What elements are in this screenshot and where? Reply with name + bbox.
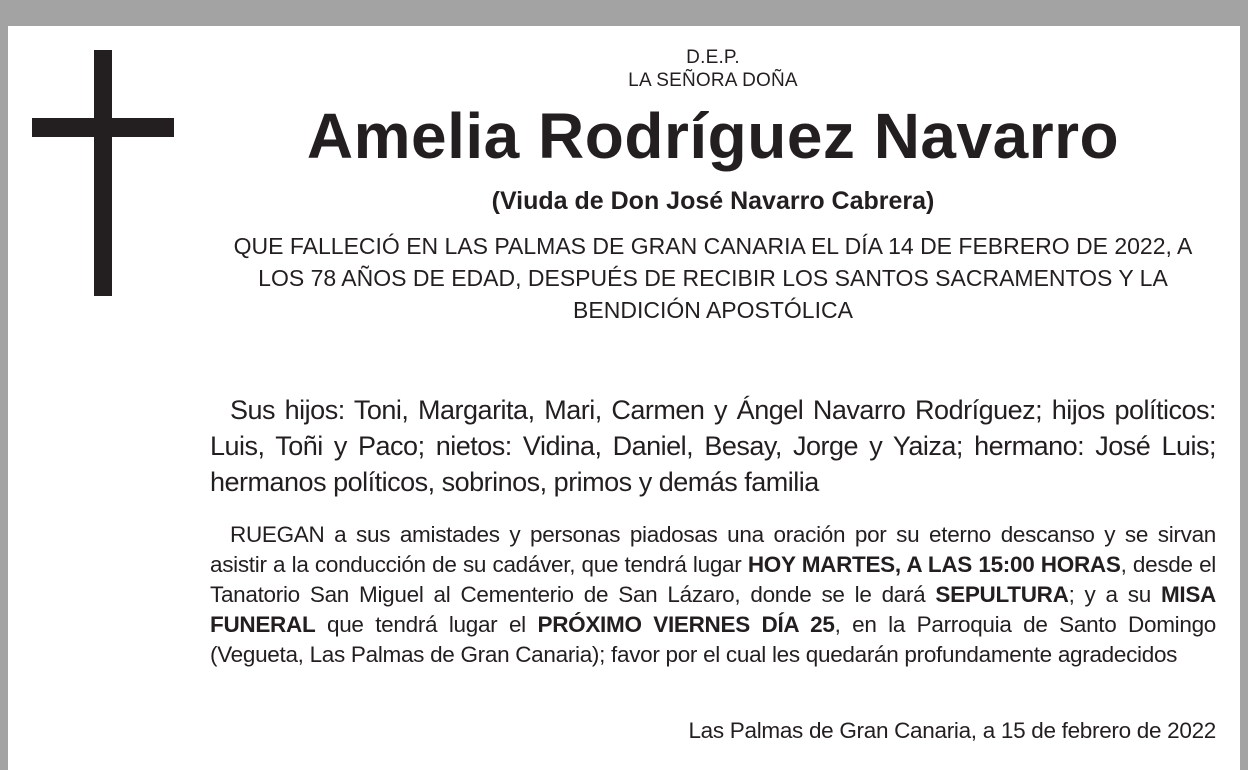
request-burial: SEPULTURA bbox=[935, 582, 1069, 607]
request-time: HOY MARTES, A LAS 15:00 HORAS bbox=[747, 552, 1121, 577]
request-text-3: ; y a su bbox=[1068, 582, 1161, 607]
dep-label: D.E.P. bbox=[686, 47, 740, 68]
request-mass-date: PRÓXIMO VIERNES DÍA 25 bbox=[537, 612, 835, 637]
cross-vertical-bar bbox=[94, 50, 112, 296]
request-mass: MISA FUNERAL bbox=[210, 582, 1216, 637]
funeral-request bbox=[210, 520, 1216, 670]
request-text-5: , en la Parroquia de Santo Domingo (Vegueta, Las Palmas de Gran Canaria); favor por el cual les quedarán profundamente agradecidos bbox=[210, 612, 1217, 667]
request-text-1: RUEGAN a sus amistades y personas piadosas una oración por su eterno descanso y se sirvan asistir a la conducción de su cadáver, que tendrá lugar bbox=[210, 522, 1216, 577]
family-list: Sus hijos: Toni, Margarita, Mari, Carmen y Ángel Navarro Rodríguez; hijos políticos: Luis, Toñi y Paco; nietos: Vidina, Daniel, Besay, Jorge y Yaiza; hermano: José Luis; hermanos políticos, sobrinos, primos y demás familia bbox=[210, 395, 1216, 497]
header-block bbox=[210, 46, 1216, 326]
widow-note: (Viuda de Don José Navarro Cabrera) bbox=[491, 187, 935, 215]
request-text-2: , desde el Tanatorio San Miguel al Cementerio de San Lázaro, donde se le dará bbox=[210, 552, 1216, 607]
cross-horizontal-bar bbox=[32, 118, 174, 137]
obituary-notice bbox=[8, 26, 1240, 770]
dateline: Las Palmas de Gran Canaria, a 15 de febrero de 2022 bbox=[688, 718, 1216, 743]
request-text-4: que tendrá lugar el bbox=[315, 612, 538, 637]
honorific-label: LA SEÑORA DOÑA bbox=[628, 70, 798, 91]
death-notice: QUE FALLECIÓ EN LAS PALMAS DE GRAN CANARIA EL DÍA 14 DE FEBRERO DE 2022, A LOS 78 AÑOS DE EDAD, DESPUÉS DE RECIBIR LOS SANTOS SACRAMENTOS Y LA BENDICIÓN APOSTÓLICA bbox=[233, 233, 1193, 323]
deceased-name: Amelia Rodríguez Navarro bbox=[306, 100, 1120, 172]
